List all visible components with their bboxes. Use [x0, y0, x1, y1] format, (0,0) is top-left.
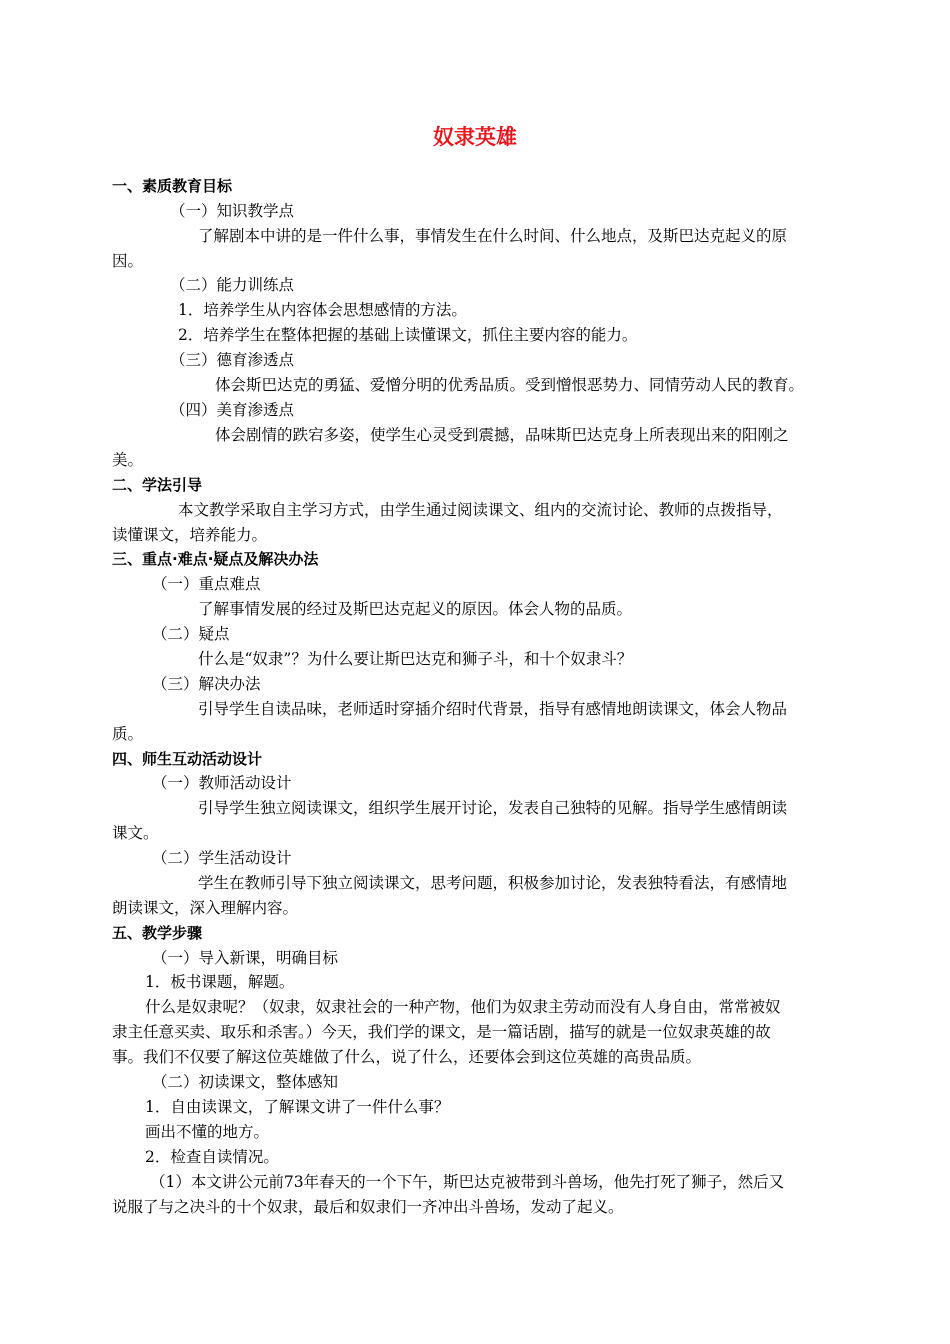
text-line: （三）解决办法	[152, 675, 261, 693]
text-line: 2．培养学生在整体把握的基础上读懂课文，抓住主要内容的能力。	[178, 326, 638, 344]
text-line: 体会斯巴达克的勇猛、爱憎分明的优秀品质。受到憎恨恶势力、同情劳动人民的教育。	[215, 376, 805, 394]
text-line: 读懂课文，培养能力。	[112, 526, 268, 544]
text-line: 课文。	[112, 824, 159, 842]
text-line: 画出不懂的地方。	[145, 1123, 270, 1141]
text-line: 1．培养学生从内容体会思想感情的方法。	[178, 301, 467, 319]
document-title: 奴隶英雄	[433, 124, 517, 149]
text-line: 引导学生独立阅读课文，组织学生展开讨论，发表自己独特的见解。指导学生感情朗读	[198, 799, 788, 817]
text-line: （一）导入新课，明确目标	[152, 949, 339, 967]
text-line: （二）疑点	[152, 625, 230, 643]
text-line: 了解事情发展的经过及斯巴达克起义的原因。体会人物的品质。	[198, 600, 633, 618]
section-heading: 四、师生互动活动设计	[112, 750, 263, 768]
text-line: 因。	[112, 252, 144, 270]
text-line: （三）德育渗透点	[170, 351, 295, 369]
text-line: 事。我们不仅要了解这位英雄做了什么，说了什么，还要体会到这位英雄的高贵品质。	[112, 1048, 702, 1066]
text-line: 了解剧本中讲的是一件什么事，事情发生在什么时间、什么地点，及斯巴达克起义的原	[198, 227, 788, 245]
text-line: 1．板书课题，解题。	[145, 973, 295, 991]
text-line: 体会剧情的跌宕多姿，使学生心灵受到震撼，品味斯巴达克身上所表现出来的阳刚之	[215, 426, 789, 444]
text-line: 隶主任意买卖、取乐和杀害。）今天，我们学的课文，是一篇话剧，描写的就是一位奴隶英雄的故	[112, 1023, 771, 1041]
section-heading: 一、素质教育目标	[112, 177, 233, 195]
text-line: （四）美育渗透点	[170, 401, 295, 419]
text-line: 什么是奴隶呢？（奴隶，奴隶社会的一种产物，他们为奴隶主劳动而没有人身自由，常常被奴	[145, 998, 781, 1016]
text-line: 什么是“奴隶”？为什么要让斯巴达克和狮子斗，和十个奴隶斗？	[198, 650, 633, 668]
text-line: 说服了与之决斗的十个奴隶，最后和奴隶们一齐冲出斗兽场，发动了起义。	[112, 1198, 624, 1216]
text-line: 2．检查自读情况。	[145, 1148, 279, 1166]
text-line: 朗读课文，深入理解内容。	[112, 899, 299, 917]
text-line: （二）初读课文，整体感知	[152, 1073, 339, 1091]
text-line: 1．自由读课文，了解课文讲了一件什么事？	[145, 1098, 450, 1116]
text-line: （二）能力训练点	[170, 276, 295, 294]
text-line: 学生在教师引导下独立阅读课文，思考问题，积极参加讨论，发表独特看法，有感情地	[198, 874, 788, 892]
section-heading: 二、学法引导	[112, 476, 203, 494]
text-line: 美。	[112, 451, 144, 469]
section-heading: 三、重点·难点·疑点及解决办法	[112, 550, 319, 568]
text-line: （1）本文讲公元前73年春天的一个下午，斯巴达克被带到斗兽场，他先打死了狮子，然后又	[150, 1173, 785, 1191]
text-line: （二）学生活动设计	[152, 849, 292, 867]
text-line: 本文教学采取自主学习方式，由学生通过阅读课文、组内的交流讨论、教师的点拨指导，	[178, 501, 783, 519]
text-line: （一）重点难点	[152, 575, 261, 593]
text-line: （一）知识教学点	[170, 202, 295, 220]
text-line: 质。	[112, 725, 144, 743]
text-line: （一）教师活动设计	[152, 774, 292, 792]
section-heading: 五、教学步骤	[112, 924, 203, 942]
text-line: 引导学生自读品味，老师适时穿插介绍时代背景，指导有感情地朗读课文，体会人物品	[198, 700, 788, 718]
